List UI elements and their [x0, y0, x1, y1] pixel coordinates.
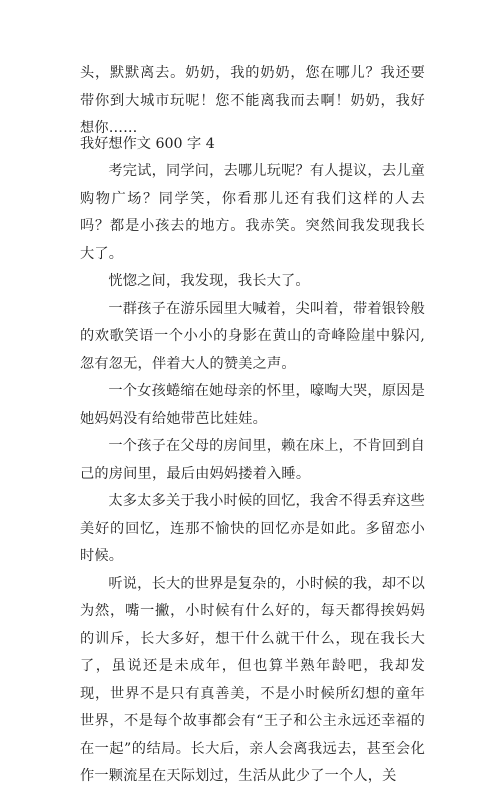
paragraph-4: 一个女孩蜷缩在她母亲的怀里，嚎啕大哭，原因是她妈妈没有给她带芭比娃娃。: [80, 383, 425, 427]
paragraph-3: 一群孩子在游乐园里大喊着，尖叫着，带着银铃般的欢歌笑语一个小小的身影在黄山的奇峰险崖中躲闪,忽有忽无，伴着大人的赞美之声。: [80, 300, 425, 372]
paragraph-6: 太多太多关于我小时候的回忆，我舍不得丢弃这些美好的回忆，连那不愉快的回忆亦是如此。多留恋小时候。: [80, 493, 425, 564]
paragraph-1: 考完试，同学问，去哪儿玩呢？有人提议，去儿童购物广场？同学笑，你看那儿还有我们这样的人去吗？都是小孩去的地方。我赤笑。突然间我发现我长大了。: [80, 163, 425, 262]
continued-paragraph: [80, 60, 425, 143]
essay-title: 我好想作文 600 字 4: [80, 136, 215, 152]
paragraph-7: 听说，长大的世界是复杂的，小时候的我，却不以为然，嘴一撇，小时候有什么好的，每天都得挨妈妈的训斥，长大多好，想干什么就干什么，现在我长大了，虽说还是未成年，但也算半熟年龄吧，我却发现，世界不是只有真善美，不是小时候所幻想的童年世界，不是每个故事都会有“王子和公主永远还幸福的在一起”的结局。长大后，亲人会离我远去，甚至会化作一颗流星在天际划过，生活从此少了一个人，关: [80, 575, 425, 784]
paragraph-2: 恍惚之间，我发现，我长大了。: [108, 273, 310, 289]
paragraph-5: 一个孩子在父母的房间里，赖在床上，不肯回到自己的房间里，最后由妈妈搂着入睡。: [80, 438, 425, 482]
paragraph-text: 头，默默离去。奶奶，我的奶奶，您在哪儿？我还要带你到大城市玩呢！您不能离我而去啊！奶奶，我好想你……: [80, 65, 425, 136]
essay-body: [80, 158, 425, 791]
